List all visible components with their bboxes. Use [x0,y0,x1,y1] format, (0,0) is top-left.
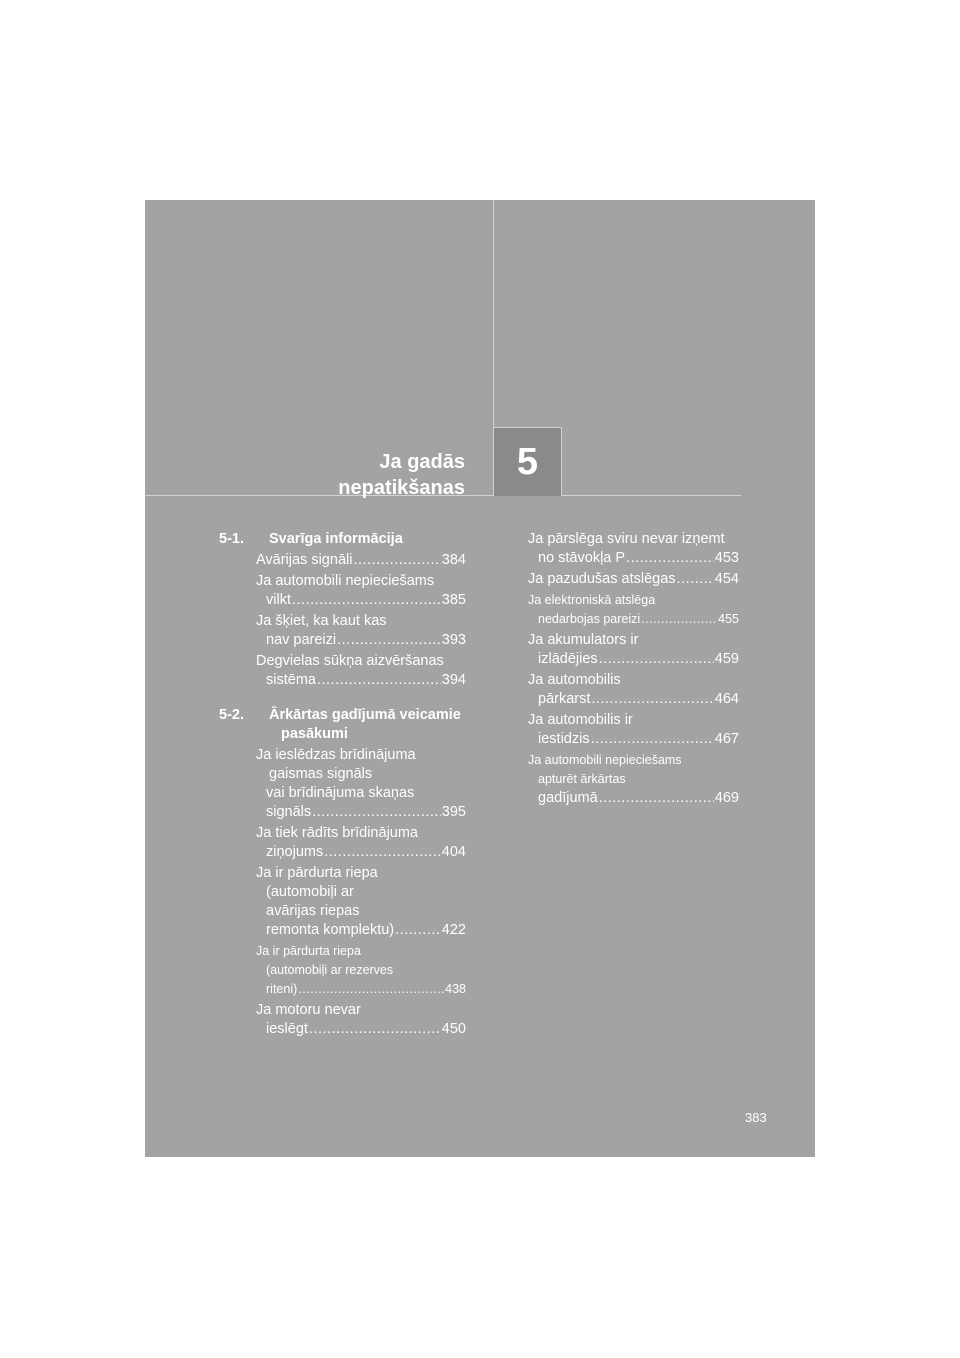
toc-page-number: 385 [441,592,466,608]
toc-entry-line: Ja elektroniskā atslēga [528,593,656,607]
chapter-title [338,449,465,501]
toc-entry-line: Ja automobilis [528,672,621,688]
toc-entry-line: Ja akumulators ir [528,632,639,648]
toc-entry[interactable] [256,942,466,999]
toc-page-number: 453 [714,550,739,566]
dot-leader [309,1020,441,1039]
section-title [269,706,466,744]
toc-entry[interactable] [256,746,466,822]
section-5-2-entries-continued [528,530,739,808]
dot-leader [626,549,714,568]
toc-page-number: 455 [718,612,739,626]
toc-page-number: 422 [441,922,466,938]
toc-page-number: 454 [714,571,739,587]
toc-entry[interactable] [256,824,466,862]
dot-leader [395,921,441,940]
dot-leader [599,650,714,669]
toc-entry-title: Ja pazudušas atslēgas [528,571,676,587]
dot-leader [641,610,717,629]
toc-page-number: 394 [441,672,466,688]
toc-entry[interactable] [528,570,739,589]
toc-entry[interactable] [256,1001,466,1039]
toc-entry-title: nav pareizi [266,632,337,648]
toc-entry-title: sistēma [266,672,316,688]
toc-entry[interactable] [528,711,739,749]
toc-entry-title: pārkarst [538,691,591,707]
dot-leader [298,980,444,999]
toc-entry[interactable] [256,652,466,690]
toc-entry-title: gadījumā [538,790,598,806]
toc-entry-title: signāls [266,804,312,820]
toc-page-number: 459 [714,651,739,667]
dot-leader [677,570,714,589]
dot-leader [591,730,714,749]
toc-entry-title: nedarbojas pareizi [538,612,641,626]
toc-entry-line: Ja ir pārdurta riepa [256,865,378,881]
toc-entry-title: no stāvokļa P [538,550,626,566]
toc-entry[interactable] [256,612,466,650]
section-title-line-1: Ārkārtas gadījumā veicamie [269,707,461,723]
toc-entry-title: remonta komplektu) [266,922,395,938]
dot-leader [312,803,441,822]
toc-entry-title: riteni) [266,982,298,996]
dot-leader [353,551,440,570]
toc-entry-line: gaismas signāls [269,766,373,782]
toc-entry-line: Ja ir pārdurta riepa [256,944,361,958]
toc-entry[interactable] [256,551,466,570]
toc-page-number: 450 [441,1021,466,1037]
chapter-number: 5 [516,440,539,483]
toc-page-number: 438 [445,982,466,996]
toc-page-number: 393 [441,632,466,648]
toc-entry-title: Avārijas signāli [256,552,353,568]
section-5-1-entries [219,551,466,690]
toc-entry[interactable] [256,864,466,940]
toc-entry-line: vai brīdinājuma skaņas [266,785,415,801]
toc-entry-line: (automobiļi ar rezerves [266,963,394,977]
toc-page-number: 464 [714,691,739,707]
toc-column-right [528,530,739,810]
section-5-1-heading [219,530,466,549]
toc-page-number: 404 [441,844,466,860]
dot-leader [317,671,441,690]
toc-entry[interactable] [528,751,739,808]
toc-entry-line: Ja automobili nepieciešams [528,753,682,767]
section-number: 5-1. [219,531,244,547]
toc-entry[interactable] [528,631,739,669]
toc-entry-line: Ja šķiet, ka kaut kas [256,613,387,629]
toc-entry-line: Ja pārslēga sviru nevar izņemt [528,531,725,547]
toc-column-left [219,530,466,1041]
toc-entry[interactable] [256,572,466,610]
toc-page-number: 469 [714,790,739,806]
vertical-divider [493,200,494,427]
toc-entry-line: Ja automobilis ir [528,712,633,728]
toc-entry-title: ziņojums [266,844,324,860]
toc-entry-title: iestidzis [538,731,590,747]
chapter-title-line-2: nepatikšanas [338,477,465,499]
toc-entry-line: avārijas riepas [266,903,360,919]
toc-entry[interactable] [528,530,739,568]
toc-entry[interactable] [528,671,739,709]
chapter-title-line-1: Ja gadās [379,451,465,473]
toc-page-number: 467 [714,731,739,747]
toc-entry-title: izlādējies [538,651,598,667]
toc-entry-title: vilkt [266,592,291,608]
section-title-line-2: pasākumi [281,726,348,742]
section-5-2-heading [219,706,466,744]
toc-entry-line: (automobiļi ar [266,884,354,900]
dot-leader [337,631,441,650]
toc-entry-line: Ja ieslēdzas brīdinājuma [256,747,416,763]
toc-page-number: 384 [441,552,466,568]
section-title: Svarīga informācija [269,531,403,547]
toc-entry-line: Ja tiek rādīts brīdinājuma [256,825,418,841]
toc-entry-line: apturēt ārkārtas [538,772,626,786]
dot-leader [292,591,441,610]
dot-leader [591,690,713,709]
toc-entry-line: Ja automobili nepieciešams [256,573,435,589]
dot-leader [599,789,714,808]
toc-page-number: 395 [441,804,466,820]
page-number: 383 [745,1110,767,1125]
section-number: 5-2. [219,707,244,723]
section-5-2-entries [219,746,466,1039]
toc-entry-line: Degvielas sūkņa aizvēršanas [256,653,444,669]
toc-entry-line: Ja motoru nevar [256,1002,361,1018]
dot-leader [324,843,441,862]
chapter-number-box [493,427,562,496]
toc-entry-title: ieslēgt [266,1021,308,1037]
toc-entry[interactable] [528,591,739,629]
